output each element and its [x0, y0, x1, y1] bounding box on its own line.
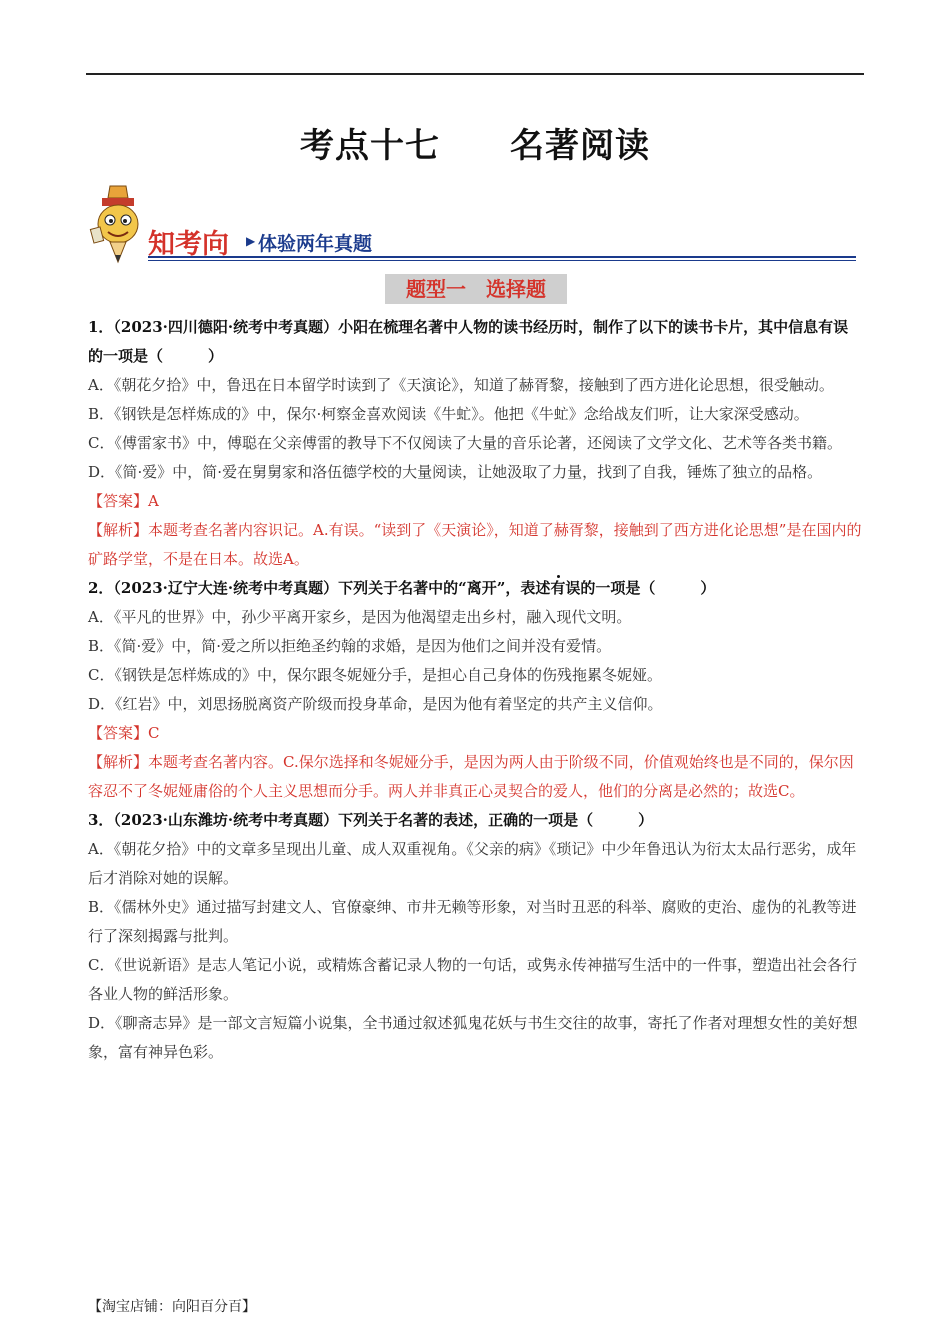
question-stem: 3．（2023·山东潍坊·统考中考真题）下列关于名著的表述，正确的一项是（ ） [88, 811, 654, 829]
option-c: C．《钢铁是怎样炼成的》中，保尔跟冬妮娅分手，是担心自己身体的伤残拖累冬妮娅。 [88, 666, 662, 684]
option-b: B．《钢铁是怎样炼成的》中，保尔·柯察金喜欢阅读《牛虻》。他把《牛虻》念给战友们听，让大家深受感动。 [88, 405, 809, 423]
shop-footer: 【淘宝店铺：向阳百分百】 [88, 1299, 256, 1315]
analysis-tag: 【解析】 [88, 753, 149, 771]
banner-underline [148, 256, 856, 258]
triangle-arrow-icon: ▶ [246, 234, 256, 248]
option-d: D．《聊斋志异》是一部文言短篇小说集，全书通过叙述狐鬼花妖与书生交往的故事，寄托了作者对理想女性的美好想象，富有神异色彩。 [88, 1014, 858, 1061]
question-stem-part: 误的一项是（ ） [565, 579, 716, 597]
analysis-line [88, 748, 862, 806]
pencil-mascot-icon [88, 184, 148, 264]
analysis-text: 本题考查名著内容。C.保尔选择和冬妮娅分手，是因为两人由于阶级不同，价值观始终也是不同的，保尔因容忍不了冬妮娅庸俗的个人主义思想而分手。两人并非真正心灵契合的爱人，他们的分离是必然的；故选C。 [88, 753, 854, 800]
analysis-text: 本题考查名著内容识记。A.有误。“读到了《天演论》，知道了赫胥黎，接触到了西方进化论思想”是在国内的矿路学堂，不是在日本。故选A。 [88, 521, 862, 568]
emphasis-mark: 有 [550, 579, 566, 597]
question-type-label: 题型一 选择题 [385, 274, 567, 304]
option-a: A．《朝花夕拾》中的文章多呈现出儿童、成人双重视角。《父亲的病》《琐记》中少年鲁迅认为衍太太品行恶劣，成年后才消除对她的误解。 [88, 840, 857, 887]
option-b: B．《儒林外史》通过描写封建文人、官僚豪绅、市井无赖等形象，对当时丑恶的科举、腐败的吏治、虚伪的礼教等进行了深刻揭露与批判。 [88, 898, 857, 945]
banner-underline-thin [148, 260, 856, 261]
question-3 [88, 806, 862, 1067]
question-list [88, 313, 862, 1067]
top-rule [86, 73, 864, 75]
question-stem-part: 2．（2023·辽宁大连·统考中考真题）下列关于名著中的“离开”，表述 [88, 579, 551, 597]
page-title: 考点十七 名著阅读 [300, 126, 650, 166]
option-a: A．《平凡的世界》中，孙少平离开家乡，是因为他渴望走出乡村，融入现代文明。 [88, 608, 632, 626]
answer-tag: 【答案】 [88, 724, 149, 742]
banner-main-label: 知考向 [148, 229, 229, 260]
answer-line [88, 487, 862, 516]
option-a: A．《朝花夕拾》中，鲁迅在日本留学时读到了《天演论》，知道了赫胥黎，接触到了西方进化论思想，很受触动。 [88, 376, 834, 394]
question-1 [88, 313, 862, 574]
section-banner [88, 184, 858, 264]
question-stem: 1．（2023·四川德阳·统考中考真题）小阳在梳理名著中人物的读书经历时，制作了以下的读书卡片，其中信息有误的一项是（ ） [88, 318, 849, 365]
option-d: D．《红岩》中，刘思扬脱离资产阶级而投身革命，是因为他有着坚定的共产主义信仰。 [88, 695, 663, 713]
question-2 [88, 574, 862, 806]
answer-value: A [148, 492, 159, 510]
banner-subtitle: 体验两年真题 [258, 233, 373, 255]
option-c: C．《世说新语》是志人笔记小说，或精炼含蓄记录人物的一句话，或隽永传神描写生活中的一件事，塑造出社会各行各业人物的鲜活形象。 [88, 956, 857, 1003]
option-d: D．《简·爱》中，简·爱在舅舅家和洛伍德学校的大量阅读，让她汲取了力量，找到了自我，锤炼了独立的品格。 [88, 463, 823, 481]
answer-line [88, 719, 862, 748]
answer-value: C [148, 724, 160, 742]
analysis-tag: 【解析】 [88, 521, 149, 539]
option-c: C．《傅雷家书》中，傅聪在父亲傅雷的教导下不仅阅读了大量的音乐论著，还阅读了文学文化、艺术等各类书籍。 [88, 434, 842, 452]
answer-tag: 【答案】 [88, 492, 149, 510]
analysis-line [88, 516, 862, 574]
question-stem [88, 574, 862, 603]
option-b: B．《简·爱》中，简·爱之所以拒绝圣约翰的求婚，是因为他们之间并没有爱情。 [88, 637, 612, 655]
